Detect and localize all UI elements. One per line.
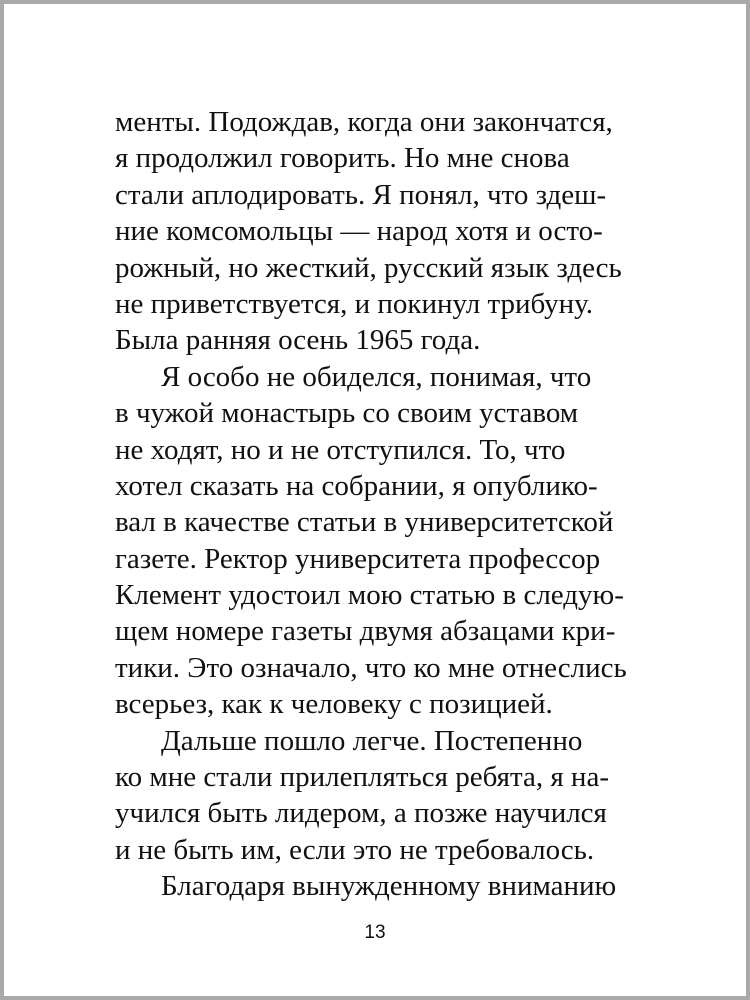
text-line: я продолжил говорить. Но мне снова <box>115 142 570 175</box>
text-line: вал в качестве статьи в университетской <box>115 506 614 539</box>
text-line: Я особо не обиделся, понимая, что <box>161 360 592 393</box>
text-line: газете. Ректор университета профессор <box>115 542 601 575</box>
text-line: Дальше пошло легче. Постепенно <box>161 724 583 757</box>
text-line: не приветствуется, и покинул трибуну. <box>115 287 594 320</box>
book-page <box>4 4 746 996</box>
text-line: рожный, но жесткий, русский язык здесь <box>115 251 622 284</box>
text-line: тики. Это означало, что ко мне отнеслись <box>115 651 627 684</box>
text-line: стали аплодировать. Я понял, что здеш- <box>115 178 607 211</box>
text-line: учился быть лидером, а позже научился <box>115 797 607 830</box>
text-line: ко мне стали прилепляться ребята, я на- <box>115 761 609 794</box>
body-text <box>115 104 635 905</box>
text-line: не ходят, но и не отступился. То, что <box>115 433 566 466</box>
text-line: и не быть им, если это не требовалось. <box>115 833 595 866</box>
text-line: менты. Подождав, когда они закончатся, <box>115 106 613 138</box>
text-line: щем номере газеты двумя абзацами кри- <box>115 615 616 648</box>
page-number: 13 <box>364 922 386 943</box>
text-line: всерьез, как к человеку с позицией. <box>115 688 553 721</box>
text-line: Была ранняя осень 1965 года. <box>115 324 481 357</box>
text-line: в чужой монастырь со своим уставом <box>115 397 579 430</box>
text-line: Благодаря вынужденному вниманию <box>161 870 617 903</box>
text-line: хотел сказать на собрании, я опублико- <box>115 469 598 502</box>
text-line: Клемент удостоил мою статью в следую- <box>115 579 624 612</box>
text-line: ние комсомольцы — народ хотя и осто- <box>115 215 603 248</box>
